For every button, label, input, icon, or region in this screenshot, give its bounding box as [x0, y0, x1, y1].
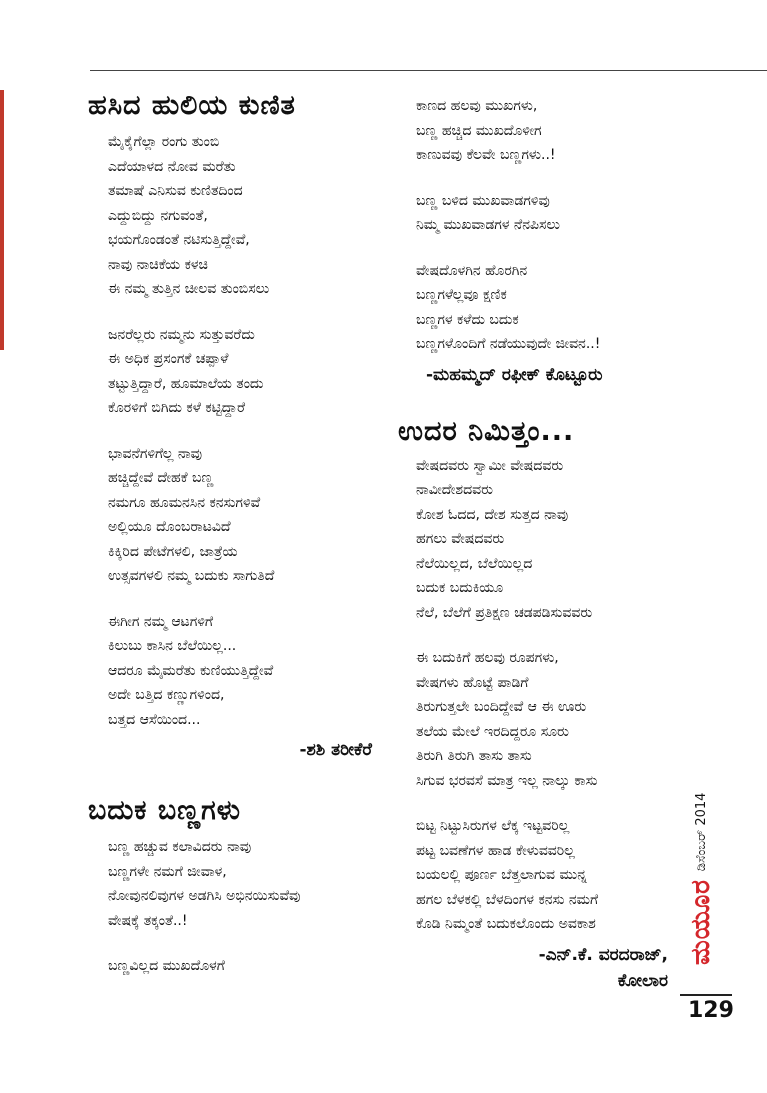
poem-line: ಬಣ್ಣಗಳೆಲ್ಲವೂ ಕ್ಷಣಿಕ [416, 287, 507, 303]
poem-line: ಹಗಲ ಬೆಳಕಲ್ಲಿ ಬೆಳದಿಂಗಳ ಕನಸು ನಮಗೆ [416, 891, 599, 908]
poem-line: ತಿರುಗಿ ತಿರುಗಿ ತಾಸು ತಾಸು [416, 748, 532, 764]
poem-line: ಈ ಬದುಕಿಗೆ ಹಲವು ರೂಪಗಳು, [416, 650, 559, 666]
poem-line: ಆದರೂ ಮೈಮರೆತು ಕುಣಿಯುತ್ತಿದ್ದೇವೆ [108, 662, 274, 679]
poem-line: ನೆಲೆ, ಬೆಲೆಗೆ ಪ್ರತಿಕ್ಷಣ ಚಡಪಡಿಸುವವರು [416, 604, 593, 621]
poem-line: ಬತ್ತದ ಆಸೆಯಿಂದ... [108, 711, 201, 728]
poem-line: ಬದುಕ ಬದುಕಿಯೂ [416, 580, 504, 596]
poem-line: ಬಣ್ಣಗಳೊಂದಿಗೆ ನಡೆಯುವುದೇ ಜೀವನ..! [416, 336, 601, 352]
poem-line: ಈಗೀಗ ನಮ್ಮ ಆಟಗಳಿಗೆ [108, 613, 214, 630]
poem-line: ಕೊಡಿ ನಿಮ್ಮಂತೆ ಬದುಕಲೊಂದು ಅವಕಾಶ [416, 916, 596, 932]
stanza [88, 323, 388, 421]
poem-author: -ಶಶಿ ತರೀಕೆರೆ [299, 740, 372, 760]
magazine-masthead-vertical [686, 793, 717, 965]
poem-title-baduka-bannagalu: ಬದುಕ ಬಣ್ಣಗಳು [88, 795, 241, 826]
page-edge-mark [0, 90, 4, 350]
stanza [88, 442, 388, 589]
footer-rule [680, 994, 732, 996]
poem-author: -ಮಹಮ್ಮದ್ ರಫೀಕ್ ಕೊಟ್ಟೂರು [426, 364, 603, 385]
poem-line: ಬಣ್ಣವಿಲ್ಲದ ಮುಖದೊಳಗೆ [108, 958, 225, 974]
poem-line: ಎದ್ದುಬಿದ್ದು ನಗುವಂತೆ, [108, 207, 208, 224]
stanza [398, 454, 698, 626]
poem-line: ಕಿಕ್ಕಿರಿದ ಪೇಟೆಗಳಲಿ, ಜಾತ್ರೆಯ [108, 543, 238, 560]
poem-line: ನಾವೀದೇಶದವರು [416, 482, 493, 498]
poem-line: ಬಣ್ಣಗಳ ಕಳೆದು ಬದುಕ [416, 311, 519, 328]
poem-author-block [398, 942, 698, 994]
poem-line: ಈ ಅಧಿಕ ಪ್ರಸಂಗಕೆ ಚಪ್ಪಾಳೆ [108, 351, 229, 367]
poem-line: ವೇಷಕ್ಕೆ ತಕ್ಕಂತೆ..! [108, 912, 188, 929]
poem-line: ಬಣ್ಣ ಹಚ್ಚಿದ ಮುಖದೊಳೀಗ [416, 122, 542, 139]
right-column [398, 94, 698, 994]
stanza [398, 189, 698, 238]
poem-line: ತಟ್ಟುತ್ತಿದ್ದಾರೆ, ಹೂಮಾಲೆಯ ತಂದು [108, 375, 264, 392]
stanza [88, 835, 388, 933]
poem-line: ಪಟ್ಟ ಬವಣೆಗಳ ಹಾಡ ಕೇಳುವವರಿಲ್ಲ [416, 842, 575, 859]
poem-line: ನೋವುನಲಿವುಗಳ ಅಡಗಿಸಿ ಅಭಿನಯಿಸುವೆವು [108, 888, 301, 904]
poem-line: ಬಿಟ್ಟ ನಿಟ್ಟುಸಿರುಗಳ ಲೆಕ್ಕ ಇಟ್ಟವರಿಲ್ಲ [416, 818, 570, 834]
poem-line: ಭಾವನೆಗಳಿಗೆಲ್ಲ ನಾವು [108, 445, 203, 462]
stanza [88, 610, 388, 733]
poem-line: ಸಿಗುವ ಭರವಸೆ ಮಾತ್ರ ಇಲ್ಲ ನಾಲ್ಕು ಕಾಸು [416, 772, 598, 789]
magazine-logo: ಮಯೂರ [686, 879, 716, 965]
poem-line: ಕೊರಳಿಗೆ ಬಿಗಿದು ಕಳೆ ಕಟ್ಟಿದ್ದಾರೆ [108, 400, 246, 416]
poem-line: ಜನರೆಲ್ಲರು ನಮ್ಮನು ಸುತ್ತುವರೆದು [108, 326, 255, 343]
stanza [398, 94, 698, 168]
poem-title-udara-nimittam: ಉದರ ನಿಮಿತ್ತಂ... [398, 415, 575, 447]
poem-line: ಕೋಶ ಓದದ, ದೇಶ ಸುತ್ತದ ನಾವು [416, 506, 569, 523]
poem-line: ವೇಷಗಳು ಹೊಟ್ಟೆ ಪಾಡಿಗೆ [416, 674, 529, 691]
poem-line: ಎದೆಯಾಳದ ನೋವ ಮರೆತು [108, 158, 236, 175]
poem-line: ನೆಲೆಯಿಲ್ಲದ, ಬೆಲೆಯಿಲ್ಲದ [416, 555, 533, 572]
stanza [88, 130, 388, 302]
poem-line: ತಲೆಯ ಮೇಲೆ ಇರದಿದ್ದರೂ ಸೂರು [416, 723, 569, 740]
poem-line: ಕಿಲುಬು ಕಾಸಿನ ಬೆಲೆಯಿಲ್ಲ... [108, 638, 237, 654]
page-number: 129 [688, 998, 734, 1023]
poem-author-place: ಕೋಲಾರ [617, 970, 668, 991]
poem-line: ಬಣ್ಣಗಳೇ ನಮಗೆ ಜೀವಾಳ, [108, 863, 227, 880]
poem-line: ನಮಗೂ ಹೂಮನಸಿನ ಕನಸುಗಳಿವೆ [108, 494, 261, 511]
poem-line: ನಾವು ನಾಚಿಕೆಯ ಕಳಚಿ [108, 256, 208, 273]
poem-line: ಹಚ್ಚಿದ್ದೇವೆ ದೇಹಕೆ ಬಣ್ಣ [108, 470, 214, 486]
poem-line: ಬಯಲಲ್ಲಿ ಪೂರ್ಣ ಬೆತ್ತಲಾಗುವ ಮುನ್ನ [416, 867, 587, 883]
poem-line: ಭಯಗೊಂಡಂತೆ ನಟಿಸುತ್ತಿದ್ದೇವೆ, [108, 232, 250, 248]
header-rule [90, 70, 767, 71]
poem-line: ಉತ್ಸವಗಳಲಿ ನಮ್ಮ ಬದುಕು ಸಾಗುತಿದೆ [108, 568, 275, 584]
stanza [88, 954, 388, 979]
poem-line: ಕಾಣುವವು ಕೆಲವೇ ಬಣ್ಣಗಳು..! [416, 147, 556, 163]
poem-line: ಹಗಲು ವೇಷದವರು [416, 531, 505, 547]
poem-line: ಮೈಕೈಗೆಲ್ಲಾ ರಂಗು ತುಂಬಿ [108, 134, 220, 150]
poem-line: ಬಣ್ಣ ಹಚ್ಚುವ ಕಲಾವಿದರು ನಾವು [108, 839, 252, 855]
stanza [398, 259, 698, 357]
poem-title-hasida-huliya-kunita: ಹಸಿದ ಹುಲಿಯ ಕುಣಿತ [88, 90, 296, 121]
poem-line: ಅಲ್ಲಿಯೂ ದೊಂಬರಾಟವಿದೆ [108, 519, 231, 535]
left-column [88, 88, 388, 1000]
poem-line: ವೇಷದೊಳಗಿನ ಹೊರಗಿನ [416, 262, 528, 279]
poem-line: ಕಾಣದ ಹಲವು ಮುಖಗಳು, [416, 98, 538, 114]
poem-line: ಈ ನಮ್ಮ ತುತ್ತಿನ ಚೀಲವ ತುಂಬಿಸಲು [108, 281, 270, 297]
poem-line: ನಿಮ್ಮ ಮುಖವಾಡಗಳ ನೆನಪಿಸಲು [416, 217, 560, 233]
poem-line: ತಮಾಷೆ ಎನಿಸುವ ಕುಣಿತದಿಂದ [108, 183, 243, 199]
poem-line: ಬಣ್ಣ ಬಳಿದ ಮುಖವಾಡಗಳಿವು [416, 192, 550, 209]
issue-date: ಡಿಸೆಂಬರ್ 2014 [694, 792, 709, 872]
poem-line: ಅದೇ ಬತ್ತಿದ ಕಣ್ಣುಗಳಿಂದ, [108, 687, 225, 703]
poem-line: ವೇಷದವರು ಸ್ವಾಮೀ ವೇಷದವರು [416, 457, 564, 474]
poem-line: ತಿರುಗುತ್ತಲೇ ಬಂದಿದ್ದೇವೆ ಆ ಈ ಊರು [416, 699, 587, 715]
poem-author: -ಎನ್.ಕೆ. ವರದರಾಜ್, [538, 944, 668, 965]
stanza [398, 646, 698, 793]
stanza [398, 814, 698, 937]
